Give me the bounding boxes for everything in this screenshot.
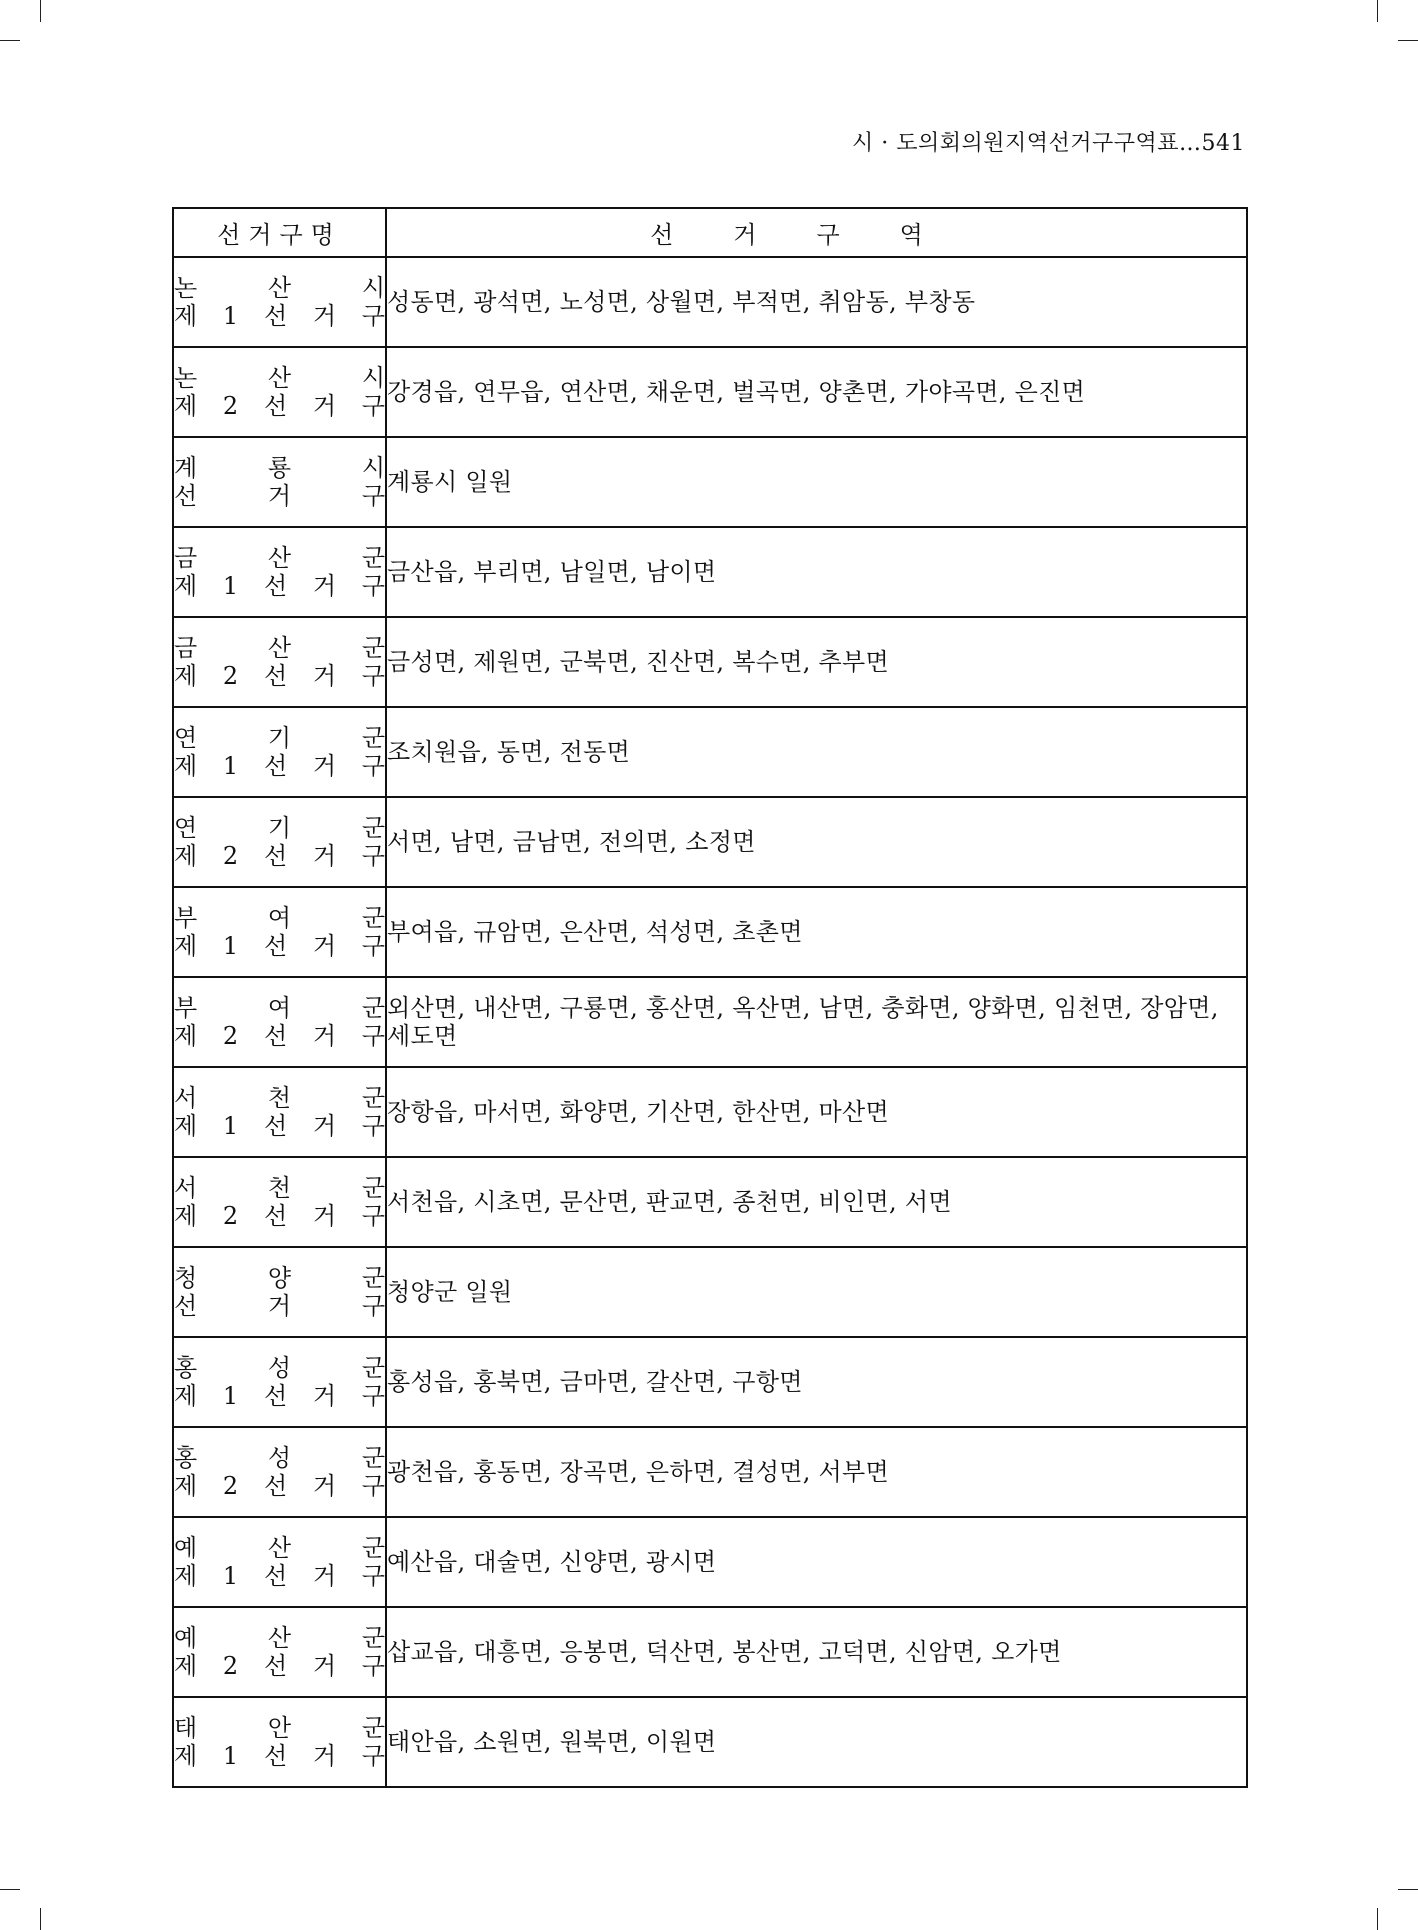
crop-mark: [40, 1908, 41, 1930]
district-name-char: 거: [312, 572, 337, 600]
table-row: [173, 617, 1247, 707]
district-locality-line: [174, 1354, 385, 1382]
district-name-char: 구: [361, 392, 385, 420]
district-locality-line: [174, 364, 385, 392]
district-name-char: 룡: [267, 454, 292, 482]
table-row: [173, 1607, 1247, 1697]
district-name-char: 제: [174, 1202, 198, 1230]
district-name-cell: [173, 437, 386, 527]
district-name-char: 구: [361, 1112, 385, 1140]
district-name-char: 선: [263, 752, 288, 780]
district-name-char: 제: [174, 932, 198, 960]
district-name-char: 구: [361, 1742, 385, 1770]
district-area-cell: 홍성읍, 홍북면, 금마면, 갈산면, 구항면: [386, 1337, 1247, 1427]
district-area-cell: 강경읍, 연무읍, 연산면, 채운면, 벌곡면, 양촌면, 가야곡면, 은진면: [386, 347, 1247, 437]
district-name-char: 거: [312, 1652, 337, 1680]
crop-mark: [1398, 40, 1418, 41]
district-locality-line: [174, 454, 385, 482]
district-number-line: [174, 1472, 385, 1500]
district-name-char: 거: [312, 932, 337, 960]
district-locality-line: [174, 1714, 385, 1742]
district-name-char: 계: [174, 454, 198, 482]
district-name-char: 군: [361, 1264, 385, 1292]
district-name-char: 금: [174, 634, 198, 662]
district-locality-line: [174, 1534, 385, 1562]
district-name-char: 거: [267, 1292, 292, 1320]
district-name-char: 거: [312, 1202, 337, 1230]
district-name-char: 제: [174, 1562, 198, 1590]
district-name-char: 제: [174, 302, 198, 330]
district-name-char: 제: [174, 392, 198, 420]
district-number-line: [174, 662, 385, 690]
district-number-line: [174, 1292, 385, 1320]
table-row: [173, 347, 1247, 437]
district-name-char: 선: [263, 1382, 288, 1410]
district-name-char: 제: [174, 1742, 198, 1770]
district-name-char: 거: [312, 752, 337, 780]
district-name-char: 선: [263, 572, 288, 600]
district-area-cell: 계룡시 일원: [386, 437, 1247, 527]
district-name-char: 안: [267, 1714, 292, 1742]
table-row: [173, 1517, 1247, 1607]
district-name-char: 거: [312, 1022, 337, 1050]
district-name-char: 군: [361, 1174, 385, 1202]
district-name-cell: [173, 1517, 386, 1607]
district-number-line: [174, 482, 385, 510]
district-name-char: 산: [267, 1534, 292, 1562]
district-locality-line: [174, 994, 385, 1022]
district-name-char: 성: [267, 1354, 292, 1382]
district-name-char: 논: [174, 364, 198, 392]
district-number-line: [174, 1202, 385, 1230]
district-name-char: 서: [174, 1174, 198, 1202]
district-name-char: 군: [361, 724, 385, 752]
district-number-line: [174, 1382, 385, 1410]
district-number-line: [174, 752, 385, 780]
district-area-cell: 조치원읍, 동면, 전동면: [386, 707, 1247, 797]
district-name-char: 선: [263, 1472, 288, 1500]
district-name-char: 구: [361, 932, 385, 960]
district-name-char: 선: [263, 302, 288, 330]
district-name-char: 구: [361, 1472, 385, 1500]
crop-mark: [40, 0, 41, 22]
column-header-district-area: 선거구역: [386, 208, 1247, 257]
district-name-char: 구: [361, 302, 385, 330]
district-locality-line: [174, 814, 385, 842]
district-name-char: 제: [174, 1112, 198, 1140]
district-name-char: 2: [222, 842, 239, 870]
district-name-cell: [173, 1607, 386, 1697]
district-name-char: 구: [361, 842, 385, 870]
district-name-char: 선: [263, 1022, 288, 1050]
district-area-cell: 성동면, 광석면, 노성면, 상월면, 부적면, 취암동, 부창동: [386, 257, 1247, 347]
district-number-line: [174, 392, 385, 420]
table-row: [173, 1427, 1247, 1517]
district-number-line: [174, 572, 385, 600]
running-header: 시 · 도의회의원지역선거구구역표…541: [852, 131, 1245, 156]
district-area-cell: 금산읍, 부리면, 남일면, 남이면: [386, 527, 1247, 617]
district-name-char: 구: [361, 482, 385, 510]
district-name-cell: [173, 887, 386, 977]
district-name-char: 구: [361, 1202, 385, 1230]
district-name-char: 선: [263, 392, 288, 420]
district-name-char: 군: [361, 1534, 385, 1562]
district-name-char: 군: [361, 634, 385, 662]
district-name-cell: [173, 527, 386, 617]
district-number-line: [174, 1112, 385, 1140]
district-area-cell: 외산면, 내산면, 구룡면, 홍산면, 옥산면, 남면, 충화면, 양화면, 임천면, 장암면, 세도면: [386, 977, 1247, 1067]
district-name-char: 군: [361, 544, 385, 572]
table-row: [173, 1247, 1247, 1337]
district-name-char: 구: [361, 1562, 385, 1590]
district-name-char: 선: [263, 1112, 288, 1140]
crop-mark: [1377, 0, 1378, 22]
district-name-char: 1: [222, 752, 239, 780]
district-area-cell: 서면, 남면, 금남면, 전의면, 소정면: [386, 797, 1247, 887]
district-name-char: 천: [267, 1084, 292, 1112]
table-row: [173, 707, 1247, 797]
district-name-char: 구: [361, 1022, 385, 1050]
district-name-char: 거: [312, 1382, 337, 1410]
district-number-line: [174, 932, 385, 960]
district-number-line: [174, 302, 385, 330]
district-locality-line: [174, 1174, 385, 1202]
district-area-cell: 서천읍, 시초면, 문산면, 판교면, 종천면, 비인면, 서면: [386, 1157, 1247, 1247]
district-area-cell: 태안읍, 소원면, 원북면, 이원면: [386, 1697, 1247, 1787]
district-name-char: 군: [361, 994, 385, 1022]
district-name-char: 제: [174, 752, 198, 780]
district-name-char: 홍: [174, 1354, 198, 1382]
district-name-char: 기: [267, 814, 292, 842]
district-name-char: 태: [174, 1714, 198, 1742]
district-name-char: 연: [174, 724, 198, 752]
table-row: [173, 257, 1247, 347]
district-name-char: 선: [263, 1652, 288, 1680]
district-name-char: 거: [312, 1742, 337, 1770]
district-name-char: 제: [174, 1382, 198, 1410]
table-row: [173, 887, 1247, 977]
district-name-char: 군: [361, 1624, 385, 1652]
district-name-char: 거: [312, 392, 337, 420]
district-area-cell: 예산읍, 대술면, 신양면, 광시면: [386, 1517, 1247, 1607]
district-locality-line: [174, 1444, 385, 1472]
district-name-char: 선: [263, 842, 288, 870]
crop-mark: [1377, 1908, 1378, 1930]
district-name-char: 거: [312, 1562, 337, 1590]
district-name-char: 2: [222, 1652, 239, 1680]
district-name-char: 성: [267, 1444, 292, 1472]
district-area-cell: 부여읍, 규암면, 은산면, 석성면, 초촌면: [386, 887, 1247, 977]
district-name-char: 기: [267, 724, 292, 752]
district-name-cell: [173, 347, 386, 437]
district-locality-line: [174, 1084, 385, 1112]
district-name-char: 제: [174, 662, 198, 690]
table-row: [173, 797, 1247, 887]
district-name-char: 선: [174, 482, 198, 510]
district-name-char: 여: [267, 994, 292, 1022]
district-name-char: 논: [174, 274, 198, 302]
district-name-char: 2: [222, 392, 239, 420]
district-name-char: 예: [174, 1624, 198, 1652]
column-header-district-name: 선거구명: [173, 208, 386, 257]
district-name-char: 산: [267, 364, 292, 392]
district-name-char: 시: [361, 454, 385, 482]
district-name-char: 2: [222, 1472, 239, 1500]
district-name-char: 거: [312, 662, 337, 690]
district-name-char: 시: [361, 274, 385, 302]
table-row: [173, 1157, 1247, 1247]
district-name-cell: [173, 1337, 386, 1427]
district-name-char: 선: [174, 1292, 198, 1320]
district-locality-line: [174, 1264, 385, 1292]
district-locality-line: [174, 724, 385, 752]
district-name-char: 거: [267, 482, 292, 510]
district-name-cell: [173, 1247, 386, 1337]
district-name-cell: [173, 1427, 386, 1517]
district-locality-line: [174, 634, 385, 662]
district-name-char: 구: [361, 752, 385, 780]
table-header-row: [173, 208, 1247, 257]
district-locality-line: [174, 904, 385, 932]
district-name-char: 제: [174, 572, 198, 600]
district-locality-line: [174, 274, 385, 302]
district-name-cell: [173, 977, 386, 1067]
district-name-char: 1: [222, 932, 239, 960]
table-row: [173, 1697, 1247, 1787]
district-name-char: 산: [267, 274, 292, 302]
district-name-char: 1: [222, 572, 239, 600]
district-number-line: [174, 1652, 385, 1680]
district-name-char: 천: [267, 1174, 292, 1202]
district-name-char: 2: [222, 662, 239, 690]
district-name-char: 여: [267, 904, 292, 932]
district-name-char: 1: [222, 1562, 239, 1590]
district-locality-line: [174, 1624, 385, 1652]
district-name-char: 선: [263, 662, 288, 690]
table-row: [173, 1067, 1247, 1157]
district-area-cell: 광천읍, 홍동면, 장곡면, 은하면, 결성면, 서부면: [386, 1427, 1247, 1517]
district-number-line: [174, 1022, 385, 1050]
district-name-cell: [173, 1067, 386, 1157]
district-name-char: 청: [174, 1264, 198, 1292]
table-body: [173, 257, 1247, 1787]
district-name-char: 거: [312, 842, 337, 870]
district-name-char: 1: [222, 1112, 239, 1140]
district-name-char: 구: [361, 572, 385, 600]
district-name-char: 1: [222, 1382, 239, 1410]
crop-mark: [0, 1889, 20, 1890]
district-name-char: 구: [361, 1652, 385, 1680]
district-name-char: 금: [174, 544, 198, 572]
district-name-char: 산: [267, 634, 292, 662]
crop-mark: [1398, 1889, 1418, 1890]
district-name-char: 연: [174, 814, 198, 842]
district-name-cell: [173, 257, 386, 347]
district-name-char: 거: [312, 1112, 337, 1140]
district-number-line: [174, 1742, 385, 1770]
district-number-line: [174, 1562, 385, 1590]
district-area-cell: 금성면, 제원면, 군북면, 진산면, 복수면, 추부면: [386, 617, 1247, 707]
district-name-char: 홍: [174, 1444, 198, 1472]
district-name-char: 시: [361, 364, 385, 392]
district-name-char: 양: [267, 1264, 292, 1292]
district-name-char: 부: [174, 904, 198, 932]
district-locality-line: [174, 544, 385, 572]
district-name-char: 선: [263, 1742, 288, 1770]
district-name-char: 제: [174, 842, 198, 870]
district-name-cell: [173, 1157, 386, 1247]
district-name-cell: [173, 797, 386, 887]
district-area-cell: 삽교읍, 대흥면, 응봉면, 덕산면, 봉산면, 고덕면, 신암면, 오가면: [386, 1607, 1247, 1697]
district-name-char: 선: [263, 1562, 288, 1590]
district-name-char: 산: [267, 1624, 292, 1652]
district-name-cell: [173, 1697, 386, 1787]
district-name-char: 부: [174, 994, 198, 1022]
district-number-line: [174, 842, 385, 870]
district-name-char: 제: [174, 1652, 198, 1680]
district-name-char: 군: [361, 904, 385, 932]
district-name-char: 2: [222, 1022, 239, 1050]
district-name-char: 구: [361, 1382, 385, 1410]
district-name-char: 선: [263, 1202, 288, 1230]
district-area-cell: 청양군 일원: [386, 1247, 1247, 1337]
district-name-char: 서: [174, 1084, 198, 1112]
district-name-char: 제: [174, 1022, 198, 1050]
district-name-char: 선: [263, 932, 288, 960]
district-name-char: 군: [361, 1354, 385, 1382]
district-name-char: 1: [222, 1742, 239, 1770]
district-name-char: 1: [222, 302, 239, 330]
district-name-char: 군: [361, 1084, 385, 1112]
district-area-cell: 장항읍, 마서면, 화양면, 기산면, 한산면, 마산면: [386, 1067, 1247, 1157]
table-row: [173, 527, 1247, 617]
district-name-char: 거: [312, 302, 337, 330]
district-name-char: 구: [361, 662, 385, 690]
district-name-char: 군: [361, 814, 385, 842]
district-name-char: 예: [174, 1534, 198, 1562]
district-name-cell: [173, 707, 386, 797]
district-name-char: 산: [267, 544, 292, 572]
district-name-char: 거: [312, 1472, 337, 1500]
crop-mark: [0, 40, 20, 41]
district-name-char: 군: [361, 1444, 385, 1472]
table-row: [173, 437, 1247, 527]
table-row: [173, 1337, 1247, 1427]
district-name-char: 2: [222, 1202, 239, 1230]
district-table: [172, 207, 1248, 1788]
district-name-char: 구: [361, 1292, 385, 1320]
district-name-char: 제: [174, 1472, 198, 1500]
table-row: [173, 977, 1247, 1067]
district-name-char: 군: [361, 1714, 385, 1742]
district-name-cell: [173, 617, 386, 707]
